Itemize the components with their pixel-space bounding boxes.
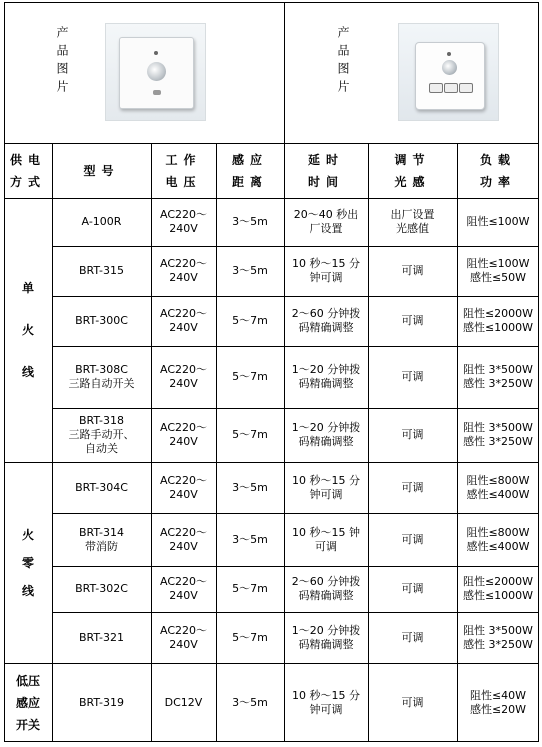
- cell-voltage: AC220～ 240V: [159, 421, 207, 448]
- cell-delay: 1～20 分钟拨 码精确调整: [291, 363, 361, 390]
- sensor-lens-icon: [442, 60, 457, 75]
- button-right-icon: [459, 83, 473, 93]
- left-photo-label: 产品图片: [55, 26, 69, 98]
- header-supply: 供电 方式: [9, 152, 46, 189]
- adjust-knob: [153, 90, 161, 95]
- sensor-lens-icon: [147, 62, 166, 81]
- cell-voltage: AC220～ 240V: [159, 575, 207, 602]
- cell-light: 可调: [401, 264, 424, 277]
- cell-distance: 5～7m: [232, 630, 268, 644]
- header-delay: 延时 时间: [307, 152, 344, 189]
- cell-distance: 3～5m: [232, 264, 268, 277]
- cell-distance: 3～5m: [232, 695, 268, 709]
- cell-load: 阻性≤2000W 感性≤1000W: [462, 575, 534, 602]
- cell-light: 可调: [401, 428, 424, 441]
- cell-model: BRT-304C: [75, 480, 128, 494]
- cell-light: 可调: [401, 630, 424, 644]
- cell-model: BRT-315: [78, 264, 125, 277]
- cell-light: 可调: [401, 370, 424, 383]
- cell-delay: 10 秒～15 钟 可调: [292, 525, 360, 553]
- cell-load: 阻性≤2000W 感性≤1000W: [462, 307, 534, 334]
- cell-distance: 5～7m: [232, 582, 268, 595]
- left-product-photo: [105, 23, 206, 121]
- group-single-live: 单 火 线: [21, 281, 34, 379]
- cell-voltage: AC220～ 240V: [159, 623, 207, 651]
- cell-delay: 10 秒～15 分 钟可调: [292, 688, 360, 716]
- cell-voltage: AC220～ 240V: [159, 363, 207, 390]
- cell-delay: 2～60 分钟拨 码精确调整: [291, 575, 361, 602]
- cell-load: 阻性≤800W 感性≤400W: [466, 473, 530, 501]
- cell-voltage: DC12V: [164, 695, 203, 709]
- header-light: 调节 光感: [394, 152, 431, 189]
- led-dot: [447, 52, 451, 56]
- cell-load: 阻性≤40W 感性≤20W: [469, 688, 527, 716]
- cell-voltage: AC220～ 240V: [159, 525, 207, 553]
- cell-delay: 1～20 分钟拨 码精确调整: [291, 623, 361, 651]
- cell-distance: 5～7m: [232, 428, 268, 441]
- cell-delay: 10 秒～15 分 钟可调: [292, 473, 360, 501]
- header-model: 型号: [83, 163, 120, 178]
- cell-light: 可调: [401, 695, 424, 709]
- led-dot: [154, 51, 158, 55]
- cell-distance: 3～5m: [232, 532, 268, 546]
- cell-model: A-100R: [81, 215, 122, 228]
- cell-delay: 1～20 分钟拨 码精确调整: [291, 421, 361, 448]
- cell-voltage: AC220～ 240V: [159, 473, 207, 501]
- cell-delay: 10 秒～15 分 钟可调: [292, 257, 360, 284]
- cell-model: BRT-318 三路手动开、 自动关: [68, 414, 135, 455]
- button-left-icon: [429, 83, 443, 93]
- header-voltage: 工作 电压: [165, 152, 202, 189]
- cell-light: 可调: [401, 480, 424, 494]
- right-product-photo: [398, 23, 499, 121]
- header-distance: 感应 距离: [231, 152, 268, 189]
- cell-load: 阻性 3*500W 感性 3*250W: [463, 421, 533, 448]
- cell-distance: 3～5m: [232, 215, 268, 228]
- cell-distance: 5～7m: [232, 370, 268, 383]
- cell-model: BRT-314 带消防: [78, 525, 125, 553]
- cell-model: BRT-300C: [75, 314, 128, 327]
- cell-light: 可调: [401, 532, 424, 546]
- cell-delay: 2～60 分钟拨 码精确调整: [291, 307, 361, 334]
- cell-distance: 5～7m: [232, 314, 268, 327]
- group-live-neutral: 火 零 线: [21, 527, 34, 598]
- cell-load: 阻性≤100W: [466, 215, 530, 228]
- button-mid-icon: [444, 83, 458, 93]
- cell-load: 阻性≤800W 感性≤400W: [466, 525, 530, 553]
- cell-load: 阻性≤100W 感性≤50W: [466, 257, 530, 284]
- header-load: 负载 功率: [479, 152, 516, 189]
- cell-voltage: AC220～ 240V: [159, 307, 207, 334]
- cell-model: BRT-308C 三路自动开关: [68, 363, 135, 390]
- top-divider: [284, 2, 285, 143]
- cell-model: BRT-321: [78, 630, 125, 644]
- cell-distance: 3～5m: [232, 480, 268, 494]
- cell-delay: 20～40 秒出 厂设置: [293, 208, 359, 235]
- cell-model: BRT-319: [78, 695, 125, 709]
- cell-light: 可调: [401, 314, 424, 327]
- cell-voltage: AC220～ 240V: [159, 208, 207, 235]
- group-low-voltage: 低压 感应 开关: [15, 673, 40, 732]
- cell-model: BRT-302C: [75, 582, 128, 595]
- cell-light: 可调: [401, 582, 424, 595]
- cell-load: 阻性 3*500W 感性 3*250W: [463, 363, 533, 390]
- cell-voltage: AC220～ 240V: [159, 257, 207, 284]
- cell-load: 阻性 3*500W 感性 3*250W: [463, 623, 533, 651]
- cell-light: 出厂设置 光感值: [390, 208, 435, 235]
- right-photo-label: 产品图片: [336, 26, 350, 98]
